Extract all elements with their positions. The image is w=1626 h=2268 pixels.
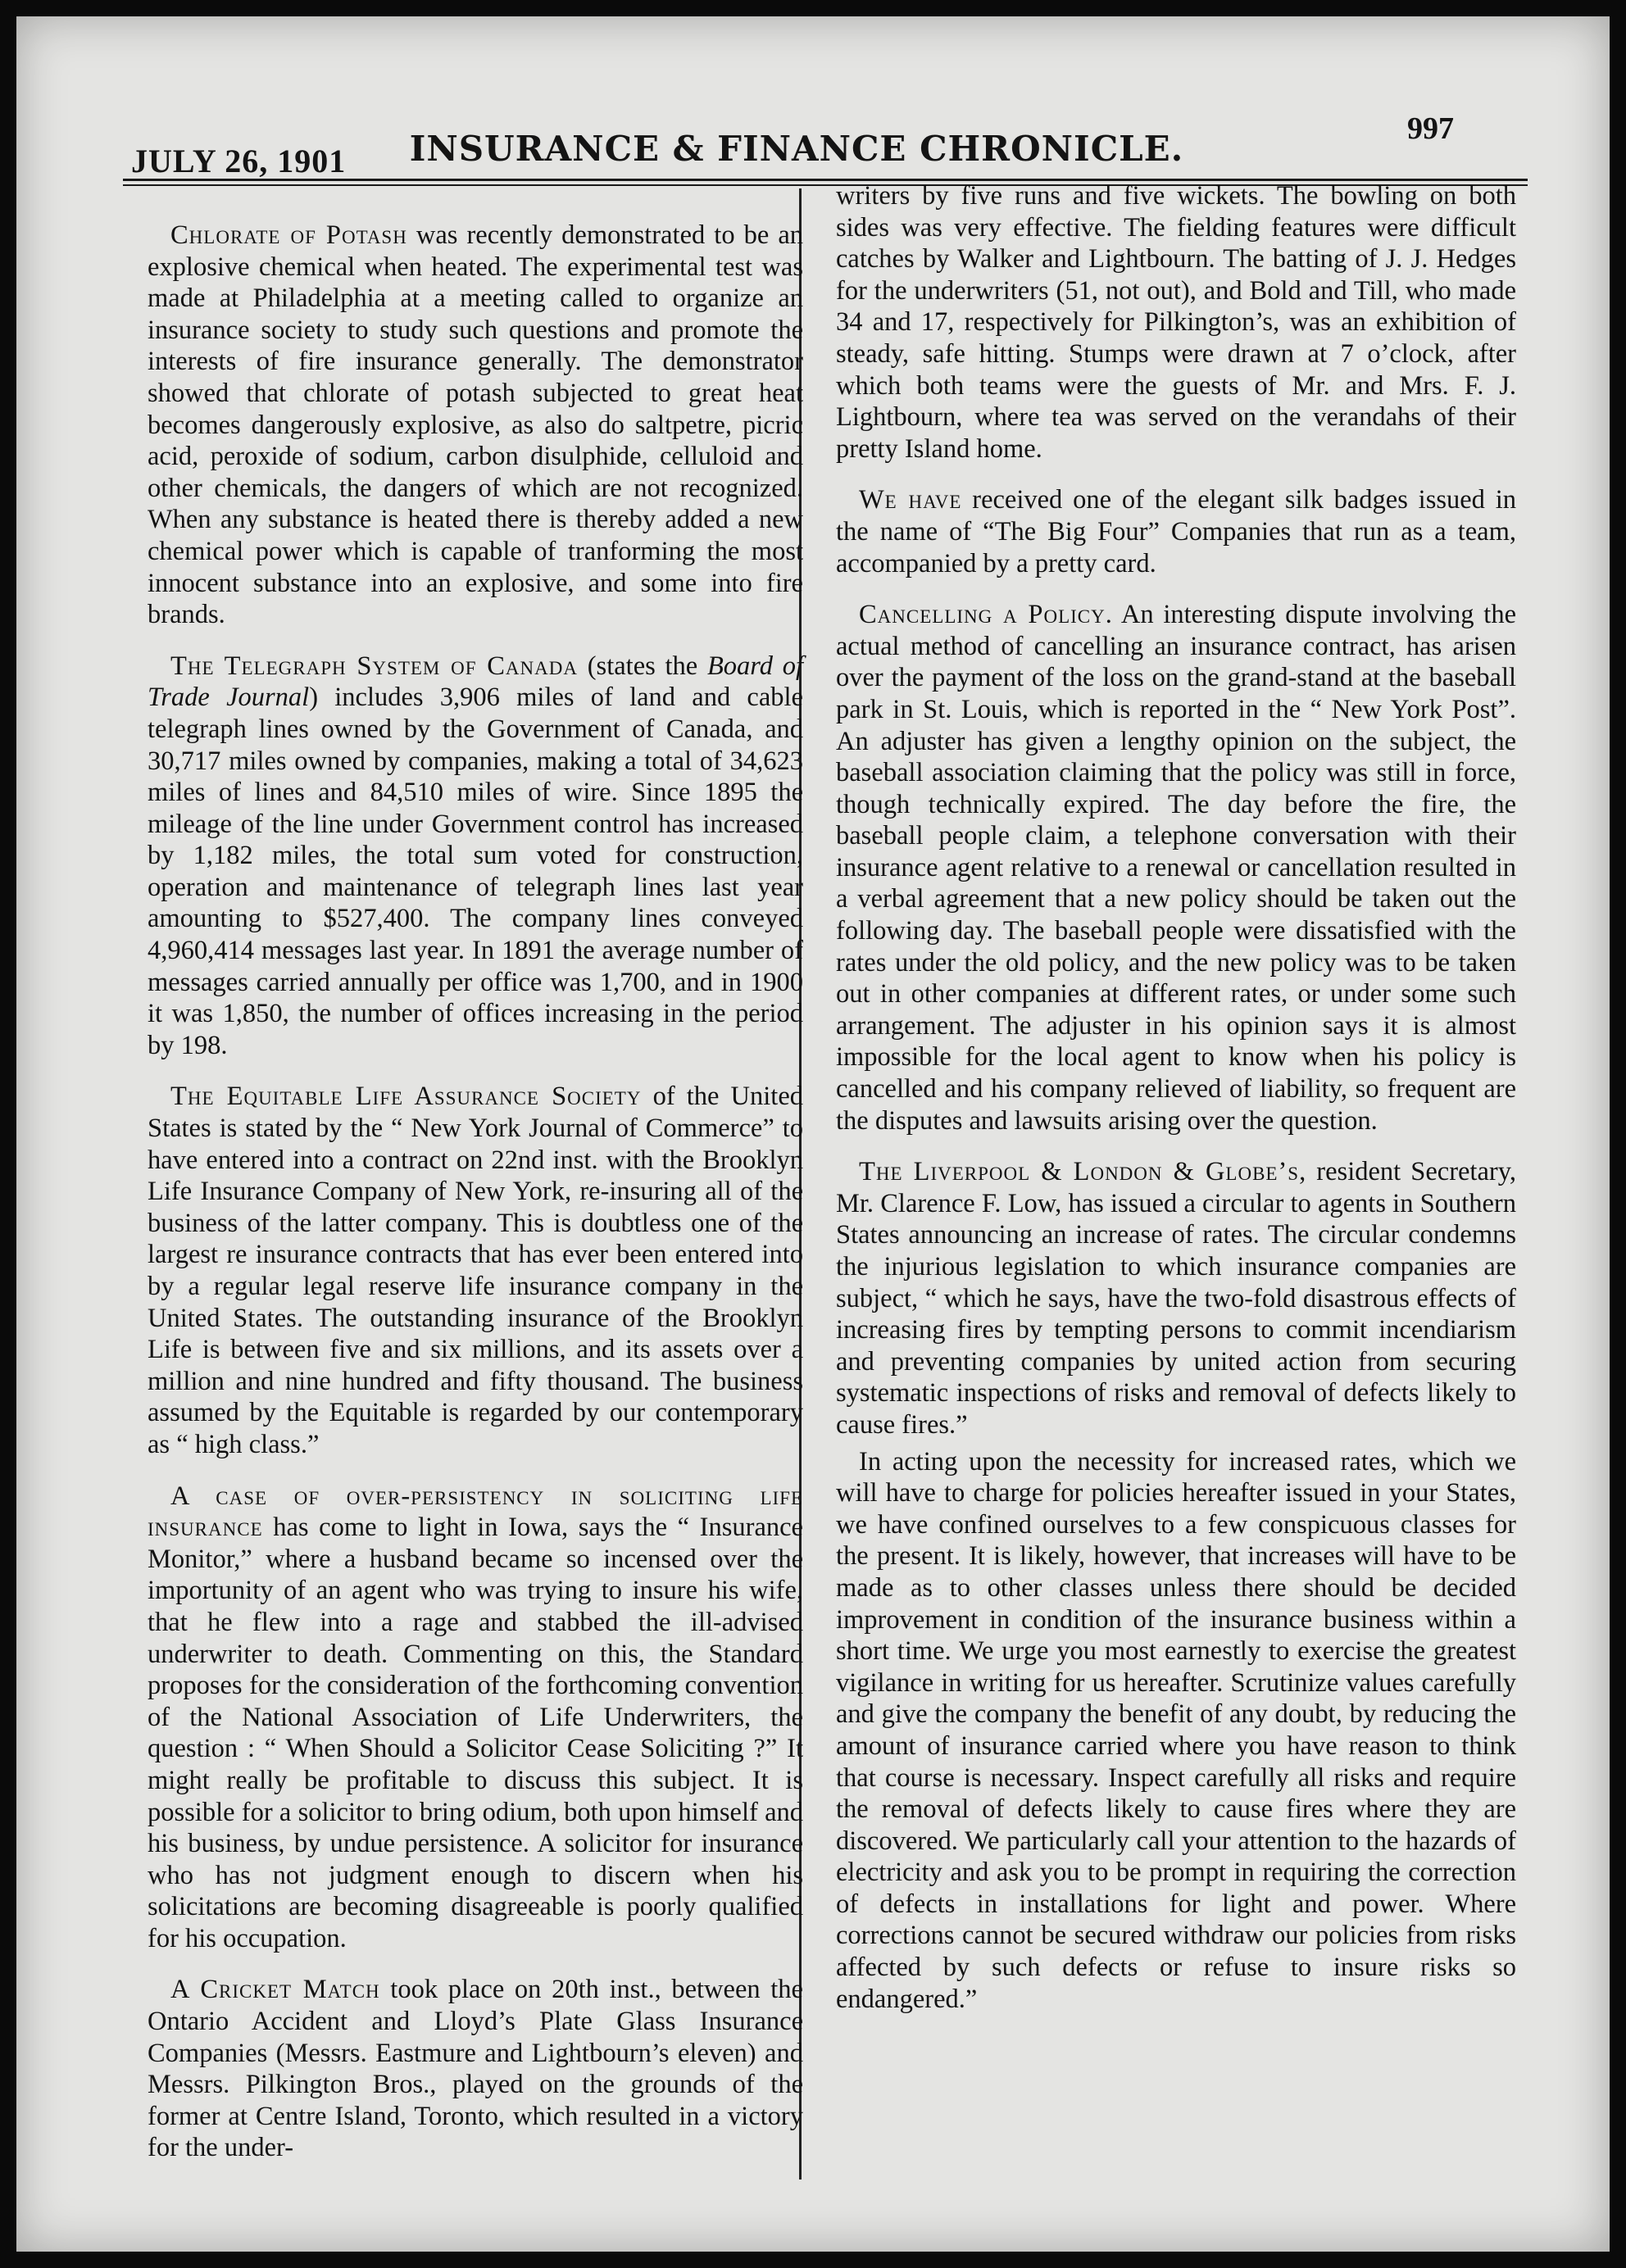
newspaper-page [16, 16, 1610, 2252]
article-liverpool [836, 1156, 1516, 1440]
article-text: received one of the elegant silk badges issued in the name of “The Big Four” Companies that run as a team, accompanied by a pretty card. [836, 485, 1517, 578]
article-text: (states the [578, 651, 707, 681]
article-liverpool-circular: In acting upon the necessity for increased rates, which we will have to charge for policies hereafter issued in your States, we have confined ourselves to a few conspicuous classes for the present. It is likely, however, that increases will have to be made as to other classes unless there should be decided improvement in condition of the insurance business within a short time. We urge you most earnestly to exercise the greatest vigilance in writing for us hereafter. Scrutinize values carefully and give the company the benefit of any doubt, by reducing the amount of insurance carried where you have reason to think that course is necessary. Inspect carefully all risks and require the removal of defects likely to cause fires where they are discovered. We particularly call your attention to the hazards of electricity and ask you to be prompt in requiring the correction of defects in installations for light and power. Where corrections cannot be secured withdraw our policies from risks affected by such defects or refuse to insure risks so endangered.” [836, 1446, 1516, 2014]
article-text: resident Secretary, Mr. Clarence F. Low, has issued a circular to agents in Southern States announcing an increase of rates. The circular condemns the injurious legislation to which insurance companies are subject, “ which he says, have the two-fold disastrous effects of increasing fires by tempting persons to commit incendiarism and preventing companies by united action from securing systematic inspections of risks and removal of defects likely to cause fires.” [836, 1157, 1516, 1440]
article-text: ) includes 3,906 miles of land and cable telegraph lines owned by the Government of Canada, and 30,717 miles owned by companies, making a total of 34,623 miles of lines and 84,510 miles of wire. Since 1895 the mileage of the line under Government control has increased by 1,182 miles, the total sum voted for construction, operation and maintenance of telegraph lines last year amounting to $527,400. The company lines conveyed 4,960,414 messages last year. In 1891 the average number of messages carried annually per office was 1,700, and in 1900 it was 1,850, the number of offices increasing in the period by 198. [148, 683, 803, 1060]
source-name: Board of Trade Journal [148, 651, 804, 713]
article-persistency [148, 1481, 803, 1955]
article-badges [836, 484, 1516, 579]
article-lead: The Telegraph System of Canada [170, 651, 578, 681]
article-text: has come to light in Iowa, says the “ Insurance Monitor,” where a husband became so incensed over the importunity of an agent who was trying to insure his wife, that he flew into a rage and stabbed the ill-advised underwriter to death. Commenting on this, the Standard proposes for the consideration of the forthcoming convention of the National Association of Life Underwriters, the question : “ When Should a Solicitor Cease Soliciting ?” It might really be profitable to discuss this subject. It is possible for a solicitor to bring odium, both upon himself and his business, by undue persistence. A solicitor for insurance who has not judgment enough to discern when his solicitations are becoming disagreeable is poorly qualified for his occupation. [148, 1513, 803, 1953]
article-telegraph [148, 651, 803, 1062]
article-equitable [148, 1081, 803, 1460]
article-lead: A case of over-persistency in soliciting life insurance [148, 1481, 803, 1543]
article-lead: The Equitable Life Assurance Society [170, 1082, 642, 1112]
article-lead: The Liverpool & London & Globe’s, [859, 1157, 1307, 1187]
article-cricket [148, 1974, 803, 2164]
article-text: was recently demonstrated to be an explosive chemical when heated. The experimental test was made at Philadelphia at a meeting called to organize an insurance society to study such questions and promote the interests of fire insurance generally. The demonstrator showed that chlorate of potash subjected to great heat becomes dangerously explosive, as also do saltpetre, picric acid, peroxide of sodium, carbon disulphide, celluloid and other chemicals, the dangers of which are not recognized. When any substance is heated there is thereby added a new chemical power which is capable of tranforming the most innocent substance into an explosive, and some into fire brands. [148, 220, 803, 630]
article-lead: A Cricket Match [170, 1975, 380, 2005]
article-lead: Chlorate of Potash [170, 220, 407, 250]
article-lead: We have [859, 485, 962, 515]
issue-date: JULY 26, 1901 [131, 143, 347, 179]
article-chlorate [148, 220, 803, 631]
article-cancelling [836, 599, 1516, 1136]
page-number: 997 [1407, 111, 1454, 146]
article-text: took place on 20th inst., between the Ontario Accident and Lloyd’s Plate Glass Insurance Companies (Messrs. Eastmure and Lightbourn’s eleven) and Messrs. Pilkington Bros., played on the grounds of the former at Centre Island, Toronto, which resulted in a victory for the under- [148, 1975, 803, 2163]
article-text: An interesting dispute involving the actual method of cancelling an insurance contract, has arisen over the payment of the loss on the grand-stand at the baseball park in St. Louis, which is reported in the “ New York Post”. An adjuster has given a lengthy opinion on the subject, the baseball association claiming that the policy was still in force, though technically expired. The day before the fire, the baseball people claim, a telephone conversation with their insurance agent relative to a renewal or cancellation resulted in a verbal agreement that a new policy should be taken out the following day. The baseball people were dissatisfied with the rates under the old policy, and the new policy was to be taken out in other companies at different rates, or under some such arrangement. The adjuster in his opinion says it is almost impossible for the local agent to know when his policy is cancelled and his company relieved of liability, so frequent are the disputes and lawsuits arising over the question. [836, 600, 1516, 1136]
page-header [107, 102, 1487, 179]
publication-title: INSURANCE & FINANCE CHRONICLE. [409, 129, 1184, 169]
right-column [836, 180, 1516, 2034]
article-lead: Cancelling a Policy. [859, 600, 1113, 630]
left-column [148, 188, 803, 2184]
article-cricket-continued: writers by five runs and five wickets. The bowling on both sides was very effective. The fielding features were difficult catches by Walker and Lightbourn. The batting of J. J. Hedges for the underwriters (51, not out), and Bold and Till, who made 34 and 17, respectively for Pilkington’s, was an exhibition of steady, safe hitting. Stumps were drawn at 7 o’clock, after which both teams were the guests of Mr. and Mrs. F. J. Lightbourn, where tea was served on the verandahs of their pretty Island home. [836, 181, 1516, 464]
article-text: of the United States is stated by the “ New York Journal of Commerce” to have entered into a contract on 22nd inst. with the Brooklyn Life Insurance Company of New York, re-insuring all of the business of the latter company. This is doubtless one of the largest re insurance contracts that has ever been entered into by a regular legal reserve life insurance company in the United States. The outstanding insurance of the Brooklyn Life is between five and six millions, and its assets over a million and nine hundred and fifty thousand. The business assumed by the Equitable is regarded by our contemporary as “ high class.” [148, 1082, 803, 1459]
